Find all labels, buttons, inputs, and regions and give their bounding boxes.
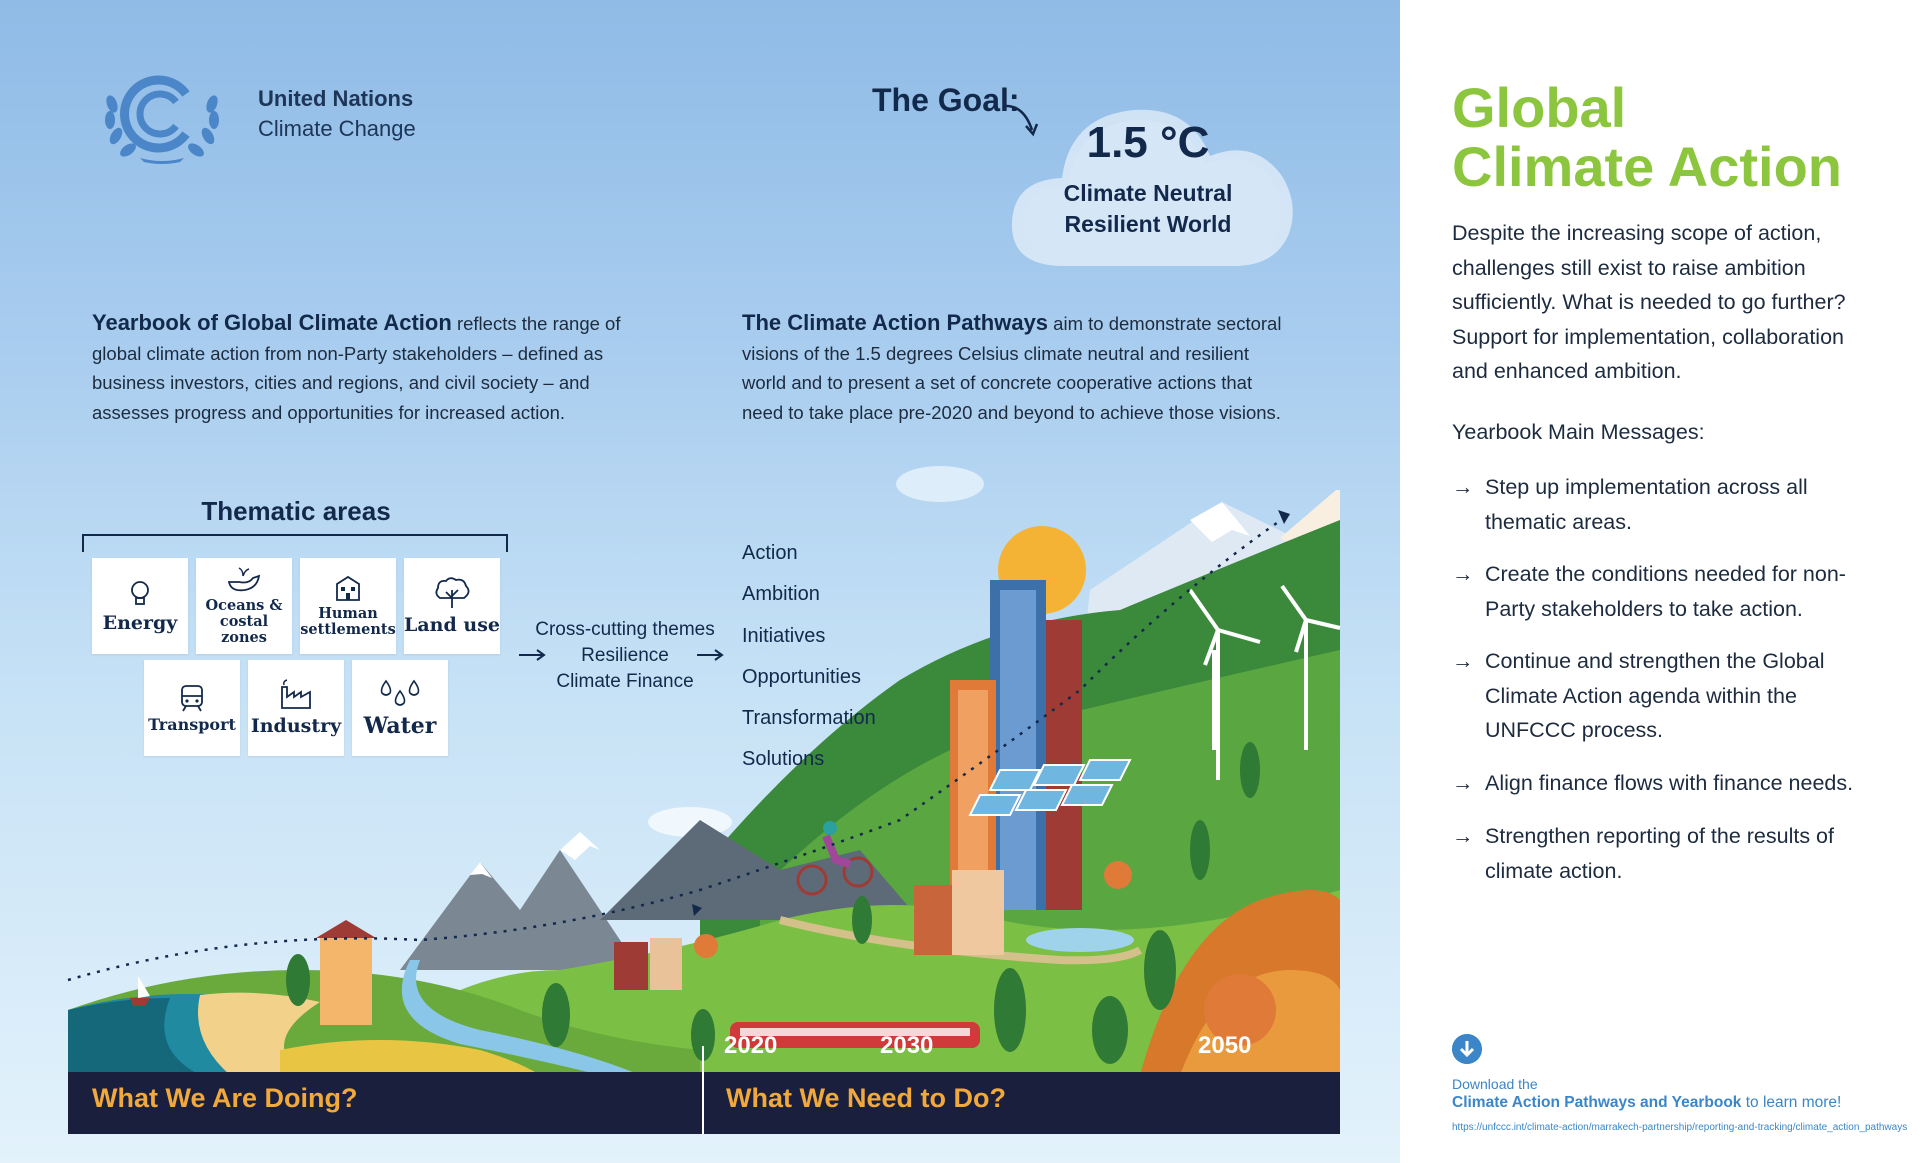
tile-label: Industry — [250, 715, 342, 737]
list-item: Solutions — [742, 748, 825, 771]
message-item — [1452, 644, 1872, 748]
pathways-lead: The Climate Action Pathways — [742, 310, 1049, 335]
goal-value: 1.5 °C — [1086, 118, 1210, 167]
tile-oceans — [196, 558, 292, 654]
goal-label: The Goal: — [872, 82, 1020, 118]
tile-label-line1: Human — [318, 605, 378, 622]
whale-icon — [225, 566, 263, 594]
list-item: Action — [742, 542, 798, 564]
list-item: Initiatives — [742, 624, 826, 647]
tree-icon — [432, 576, 472, 610]
goal-subtitle-line2: Resilient World — [1064, 211, 1232, 237]
tile-land-use — [404, 558, 500, 654]
yearbook-description — [92, 308, 632, 427]
message-item — [1452, 470, 1872, 539]
building-icon — [333, 574, 363, 602]
sidebar-title — [1452, 78, 1842, 196]
tile-transport — [144, 660, 240, 756]
message-item — [1452, 557, 1872, 626]
what-we-are-doing-label: What We Are Doing? — [92, 1083, 358, 1113]
train-icon — [178, 683, 206, 713]
tile-label-line2: settlements — [300, 621, 396, 638]
arrow-right-icon: → — [1452, 649, 1474, 673]
tile-energy — [92, 558, 188, 654]
arrow-right-icon — [696, 648, 724, 662]
messages-heading: Yearbook Main Messages: — [1452, 420, 1705, 444]
tile-label: Energy — [102, 612, 178, 634]
tile-water — [352, 660, 448, 756]
tile-label: Water — [363, 713, 437, 739]
timeline-divider — [702, 1046, 704, 1134]
factory-icon — [279, 679, 313, 711]
pathway-items-list — [742, 538, 876, 786]
thematic-bracket — [82, 534, 508, 552]
thematic-areas-title: Thematic areas — [201, 496, 391, 526]
sidebar-title-line2: Climate Action — [1452, 135, 1842, 198]
arrow-right-icon: → — [1452, 562, 1474, 586]
year-2020: 2020 — [724, 1032, 778, 1059]
un-climate-change-logo-icon — [100, 64, 224, 164]
cross-cutting-line3: Climate Finance — [556, 671, 694, 692]
what-we-need-to-do-label: What We Need to Do? — [726, 1083, 1006, 1113]
year-2050: 2050 — [1198, 1032, 1252, 1059]
download-suffix: to learn more! — [1741, 1094, 1842, 1111]
arrow-right-icon: → — [1452, 475, 1474, 499]
download-prompt: Download the — [1452, 1076, 1538, 1092]
download-arrow-icon[interactable] — [1452, 1034, 1482, 1064]
org-name-line1: United Nations — [258, 86, 414, 111]
message-text: Align finance flows with finance needs. — [1485, 771, 1854, 795]
cross-cutting-line1: Cross-cutting themes — [535, 619, 715, 640]
sidebar-intro: Despite the increasing scope of action, challenges still exist to raise ambition sufficiently. What is needed to go further? Support for implementation, collaboration and enhanced ambition. — [1452, 221, 1846, 383]
message-text: Create the conditions needed for non-Party stakeholders to take action. — [1485, 562, 1846, 621]
goal-cloud — [1004, 76, 1300, 276]
tile-industry — [248, 660, 344, 756]
tile-label-line1: Oceans & — [205, 597, 283, 614]
sidebar-title-line1: Global — [1452, 76, 1627, 139]
cross-cutting-themes — [530, 617, 720, 695]
message-text: Continue and strengthen the Global Climate Action agenda within the UNFCCC process. — [1485, 649, 1825, 742]
lightbulb-icon — [125, 578, 155, 608]
message-text: Strengthen reporting of the results of climate action. — [1485, 824, 1834, 883]
download-link[interactable]: Climate Action Pathways and Yearbook — [1452, 1094, 1742, 1111]
message-item — [1452, 819, 1872, 888]
sidebar-panel — [1400, 0, 1920, 1163]
message-text: Step up implementation across all thematic areas. — [1485, 475, 1808, 534]
goal-subtitle-line1: Climate Neutral — [1063, 180, 1233, 206]
goal-subtitle — [1010, 178, 1286, 240]
org-name — [258, 84, 416, 144]
pathways-description — [742, 308, 1282, 427]
download-line — [1452, 1094, 1841, 1112]
yearbook-text: reflects the range of global climate action from non-Party stakeholders – defined as business investors, cities and regions, and civil society – and assesses progress and opportunities for increased action. — [92, 313, 621, 423]
list-item: Opportunities — [742, 665, 861, 688]
arrow-right-icon: → — [1452, 824, 1474, 848]
cross-cutting-line2: Resilience — [581, 645, 669, 666]
list-item: Transformation — [742, 707, 876, 730]
org-name-line2: Climate Change — [258, 116, 416, 141]
year-2030: 2030 — [880, 1032, 934, 1059]
tile-human-settlements — [300, 558, 396, 654]
tile-label-line2: costal zones — [219, 613, 269, 646]
tile-label: Transport — [148, 715, 236, 734]
arrow-right-icon: → — [1452, 771, 1474, 795]
message-item — [1452, 766, 1872, 801]
tile-label: Land use — [404, 614, 500, 636]
yearbook-lead: Yearbook of Global Climate Action — [92, 310, 452, 335]
download-url[interactable]: https://unfccc.int/climate-action/marrakech-partnership/reporting-and-tracking/climate_action_pathways — [1452, 1122, 1908, 1133]
water-drops-icon — [378, 677, 422, 709]
pathways-text: aim to demonstrate sectoral visions of the 1.5 degrees Celsius climate neutral and resilient world and to present a set of concrete cooperative actions that need to take place pre-2020 and beyond to achieve those visions. — [742, 313, 1282, 423]
list-item: Ambition — [742, 583, 820, 606]
